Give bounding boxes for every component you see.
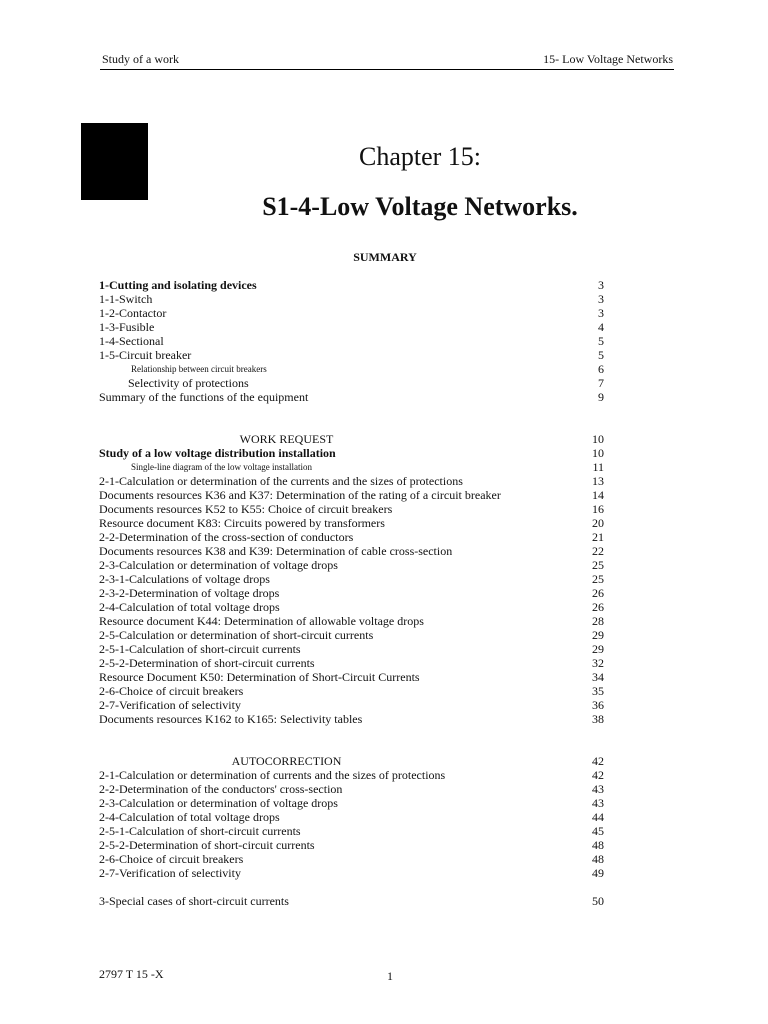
toc-entry-page: 28 (592, 614, 604, 628)
toc-entry-page: 29 (592, 628, 604, 642)
summary-heading: SUMMARY (353, 250, 417, 264)
toc-entry (99, 278, 604, 292)
toc-entry-title: 2-5-2-Determination of short-circuit currents (99, 656, 315, 670)
toc-entry-page: 32 (592, 656, 604, 670)
toc-entry (99, 390, 604, 404)
toc-entry-title: 2-7-Verification of selectivity (99, 698, 241, 712)
toc-entry (99, 586, 604, 600)
toc-entry-page: 38 (592, 712, 604, 726)
toc-entry-page: 42 (592, 754, 604, 768)
toc-entry-page: 3 (598, 278, 604, 292)
toc-entry (99, 614, 604, 628)
toc-entry-page: 20 (592, 516, 604, 530)
toc-entry (99, 572, 604, 586)
toc-entry-title: 2-6-Choice of circuit breakers (99, 684, 244, 698)
toc-entry (99, 446, 604, 460)
toc-entry (99, 712, 604, 726)
toc-entry-title: 1-3-Fusible (99, 320, 155, 334)
toc-entry-title: Documents resources K36 and K37: Determination of the rating of a circuit breaker (99, 488, 501, 502)
toc-entry-page: 9 (598, 390, 604, 404)
toc-entry (99, 432, 604, 446)
toc-entry-page: 4 (598, 320, 604, 334)
toc-entry-page: 7 (598, 376, 604, 390)
toc-entry (99, 642, 604, 656)
toc-entry-title: 1-1-Switch (99, 292, 153, 306)
toc-entry-page: 42 (592, 768, 604, 782)
toc-entry-title: 2-3-Calculation or determination of voltage drops (99, 796, 338, 810)
toc-entry (99, 334, 604, 348)
toc-entry (99, 656, 604, 670)
toc-entry (99, 376, 604, 390)
toc-entry (99, 544, 604, 558)
toc-entry-title: 1-2-Contactor (99, 306, 167, 320)
toc-entry (99, 474, 604, 488)
toc-entry-title: Selectivity of protections (128, 376, 249, 390)
toc-entry-title: 2-3-1-Calculations of voltage drops (99, 572, 270, 586)
toc-entry-title: AUTOCORRECTION (231, 754, 342, 768)
toc-entry-page: 25 (592, 572, 604, 586)
toc-entry-page: 21 (592, 530, 604, 544)
toc-entry-title: WORK REQUEST (239, 432, 334, 446)
chapter-marker-block (81, 123, 148, 200)
footer-document-code: 2797 T 15 -X (99, 967, 164, 981)
running-header-left: Study of a work (102, 52, 179, 66)
toc-entry-page: 26 (592, 586, 604, 600)
toc-entry-title: Documents resources K52 to K55: Choice of circuit breakers (99, 502, 393, 516)
toc-entry-page: 3 (598, 306, 604, 320)
toc-entry-page: 14 (592, 488, 604, 502)
toc-entry-title: 2-5-Calculation or determination of short-circuit currents (99, 628, 374, 642)
toc-entry-page: 10 (592, 446, 604, 460)
toc-entry-page: 13 (592, 474, 604, 488)
toc-entry-page: 10 (592, 432, 604, 446)
toc-entry (99, 824, 604, 838)
toc-entry (99, 684, 604, 698)
toc-entry (99, 628, 604, 642)
toc-entry-title: 2-6-Choice of circuit breakers (99, 852, 244, 866)
toc-entry-title: 2-5-1-Calculation of short-circuit currents (99, 824, 301, 838)
toc-entry (99, 866, 604, 880)
toc-entry (99, 782, 604, 796)
toc-entry (99, 292, 604, 306)
toc-entry-title: Single-line diagram of the low voltage installation (131, 462, 312, 472)
toc-entry-page: 34 (592, 670, 604, 684)
chapter-label: Chapter 15: (358, 142, 482, 171)
toc-entry (99, 460, 604, 474)
toc-entry-title: 2-5-2-Determination of short-circuit currents (99, 838, 315, 852)
toc-entry (99, 488, 604, 502)
toc-entry-title: 2-2-Determination of the cross-section of conductors (99, 530, 354, 544)
toc-entry-title: Resource document K83: Circuits powered by transformers (99, 516, 385, 530)
toc-entry-title: 3-Special cases of short-circuit currents (99, 894, 289, 908)
toc-entry-page: 48 (592, 852, 604, 866)
toc-entry (99, 796, 604, 810)
toc-entry (99, 348, 604, 362)
toc-entry-title: Resource document K44: Determination of allowable voltage drops (99, 614, 424, 628)
toc-entry-page: 49 (592, 866, 604, 880)
toc-entry (99, 362, 604, 376)
toc-entry-title: 2-3-Calculation or determination of voltage drops (99, 558, 338, 572)
toc-entry-page: 48 (592, 838, 604, 852)
toc-entry-page: 16 (592, 502, 604, 516)
toc-entry (99, 838, 604, 852)
toc-entry-page: 25 (592, 558, 604, 572)
toc-entry-title: Summary of the functions of the equipment (99, 390, 309, 404)
toc-entry-title: 1-Cutting and isolating devices (99, 278, 257, 292)
toc-entry-page: 26 (592, 600, 604, 614)
toc-entry-title: Relationship between circuit breakers (131, 364, 267, 374)
toc-entry-page: 5 (598, 334, 604, 348)
toc-entry-page: 50 (592, 894, 604, 908)
toc-entry-page: 6 (598, 362, 604, 376)
toc-entry-title: 2-3-2-Determination of voltage drops (99, 586, 280, 600)
toc-entry-title: 2-4-Calculation of total voltage drops (99, 600, 280, 614)
toc-entry-page: 44 (592, 810, 604, 824)
toc-entry (99, 894, 604, 908)
toc-entry-title: Documents resources K38 and K39: Determination of cable cross-section (99, 544, 453, 558)
toc-entry (99, 768, 604, 782)
toc-entry (99, 698, 604, 712)
toc-entry-title: 2-1-Calculation or determination of the currents and the sizes of protections (99, 474, 463, 488)
toc-entry-page: 22 (592, 544, 604, 558)
toc-entry-title: 2-5-1-Calculation of short-circuit currents (99, 642, 301, 656)
toc-entry (99, 852, 604, 866)
toc-entry (99, 516, 604, 530)
toc-entry-page: 35 (592, 684, 604, 698)
toc-entry (99, 530, 604, 544)
toc-entry (99, 600, 604, 614)
chapter-title: S1-4-Low Voltage Networks. (262, 192, 578, 221)
toc-entry (99, 306, 604, 320)
toc-entry-title: Resource Document K50: Determination of Short-Circuit Currents (99, 670, 420, 684)
footer-page-number: 1 (387, 969, 393, 983)
toc-entry-page: 43 (592, 782, 604, 796)
toc-entry-page: 5 (598, 348, 604, 362)
toc-entry-page: 43 (592, 796, 604, 810)
running-header-right: 15- Low Voltage Networks (543, 52, 673, 66)
header-rule (100, 69, 674, 70)
toc-entry-title: Documents resources K162 to K165: Selectivity tables (99, 712, 363, 726)
toc-entry-page: 36 (592, 698, 604, 712)
toc-entry-page: 3 (598, 292, 604, 306)
toc-entry-page: 29 (592, 642, 604, 656)
toc-entry-title: 1-4-Sectional (99, 334, 164, 348)
toc-entry (99, 810, 604, 824)
toc-entry-title: Study of a low voltage distribution installation (99, 446, 336, 460)
toc-entry (99, 320, 604, 334)
toc-entry-title: 2-4-Calculation of total voltage drops (99, 810, 280, 824)
toc-entry-title: 1-5-Circuit breaker (99, 348, 192, 362)
toc-entry-title: 2-7-Verification of selectivity (99, 866, 241, 880)
toc-entry (99, 754, 604, 768)
toc-entry-title: 2-1-Calculation or determination of currents and the sizes of protections (99, 768, 446, 782)
toc-entry (99, 670, 604, 684)
toc-entry-title: 2-2-Determination of the conductors' cross-section (99, 782, 343, 796)
toc-entry-page: 11 (592, 460, 604, 474)
toc-entry (99, 558, 604, 572)
toc-entry (99, 502, 604, 516)
toc-entry-page: 45 (592, 824, 604, 838)
